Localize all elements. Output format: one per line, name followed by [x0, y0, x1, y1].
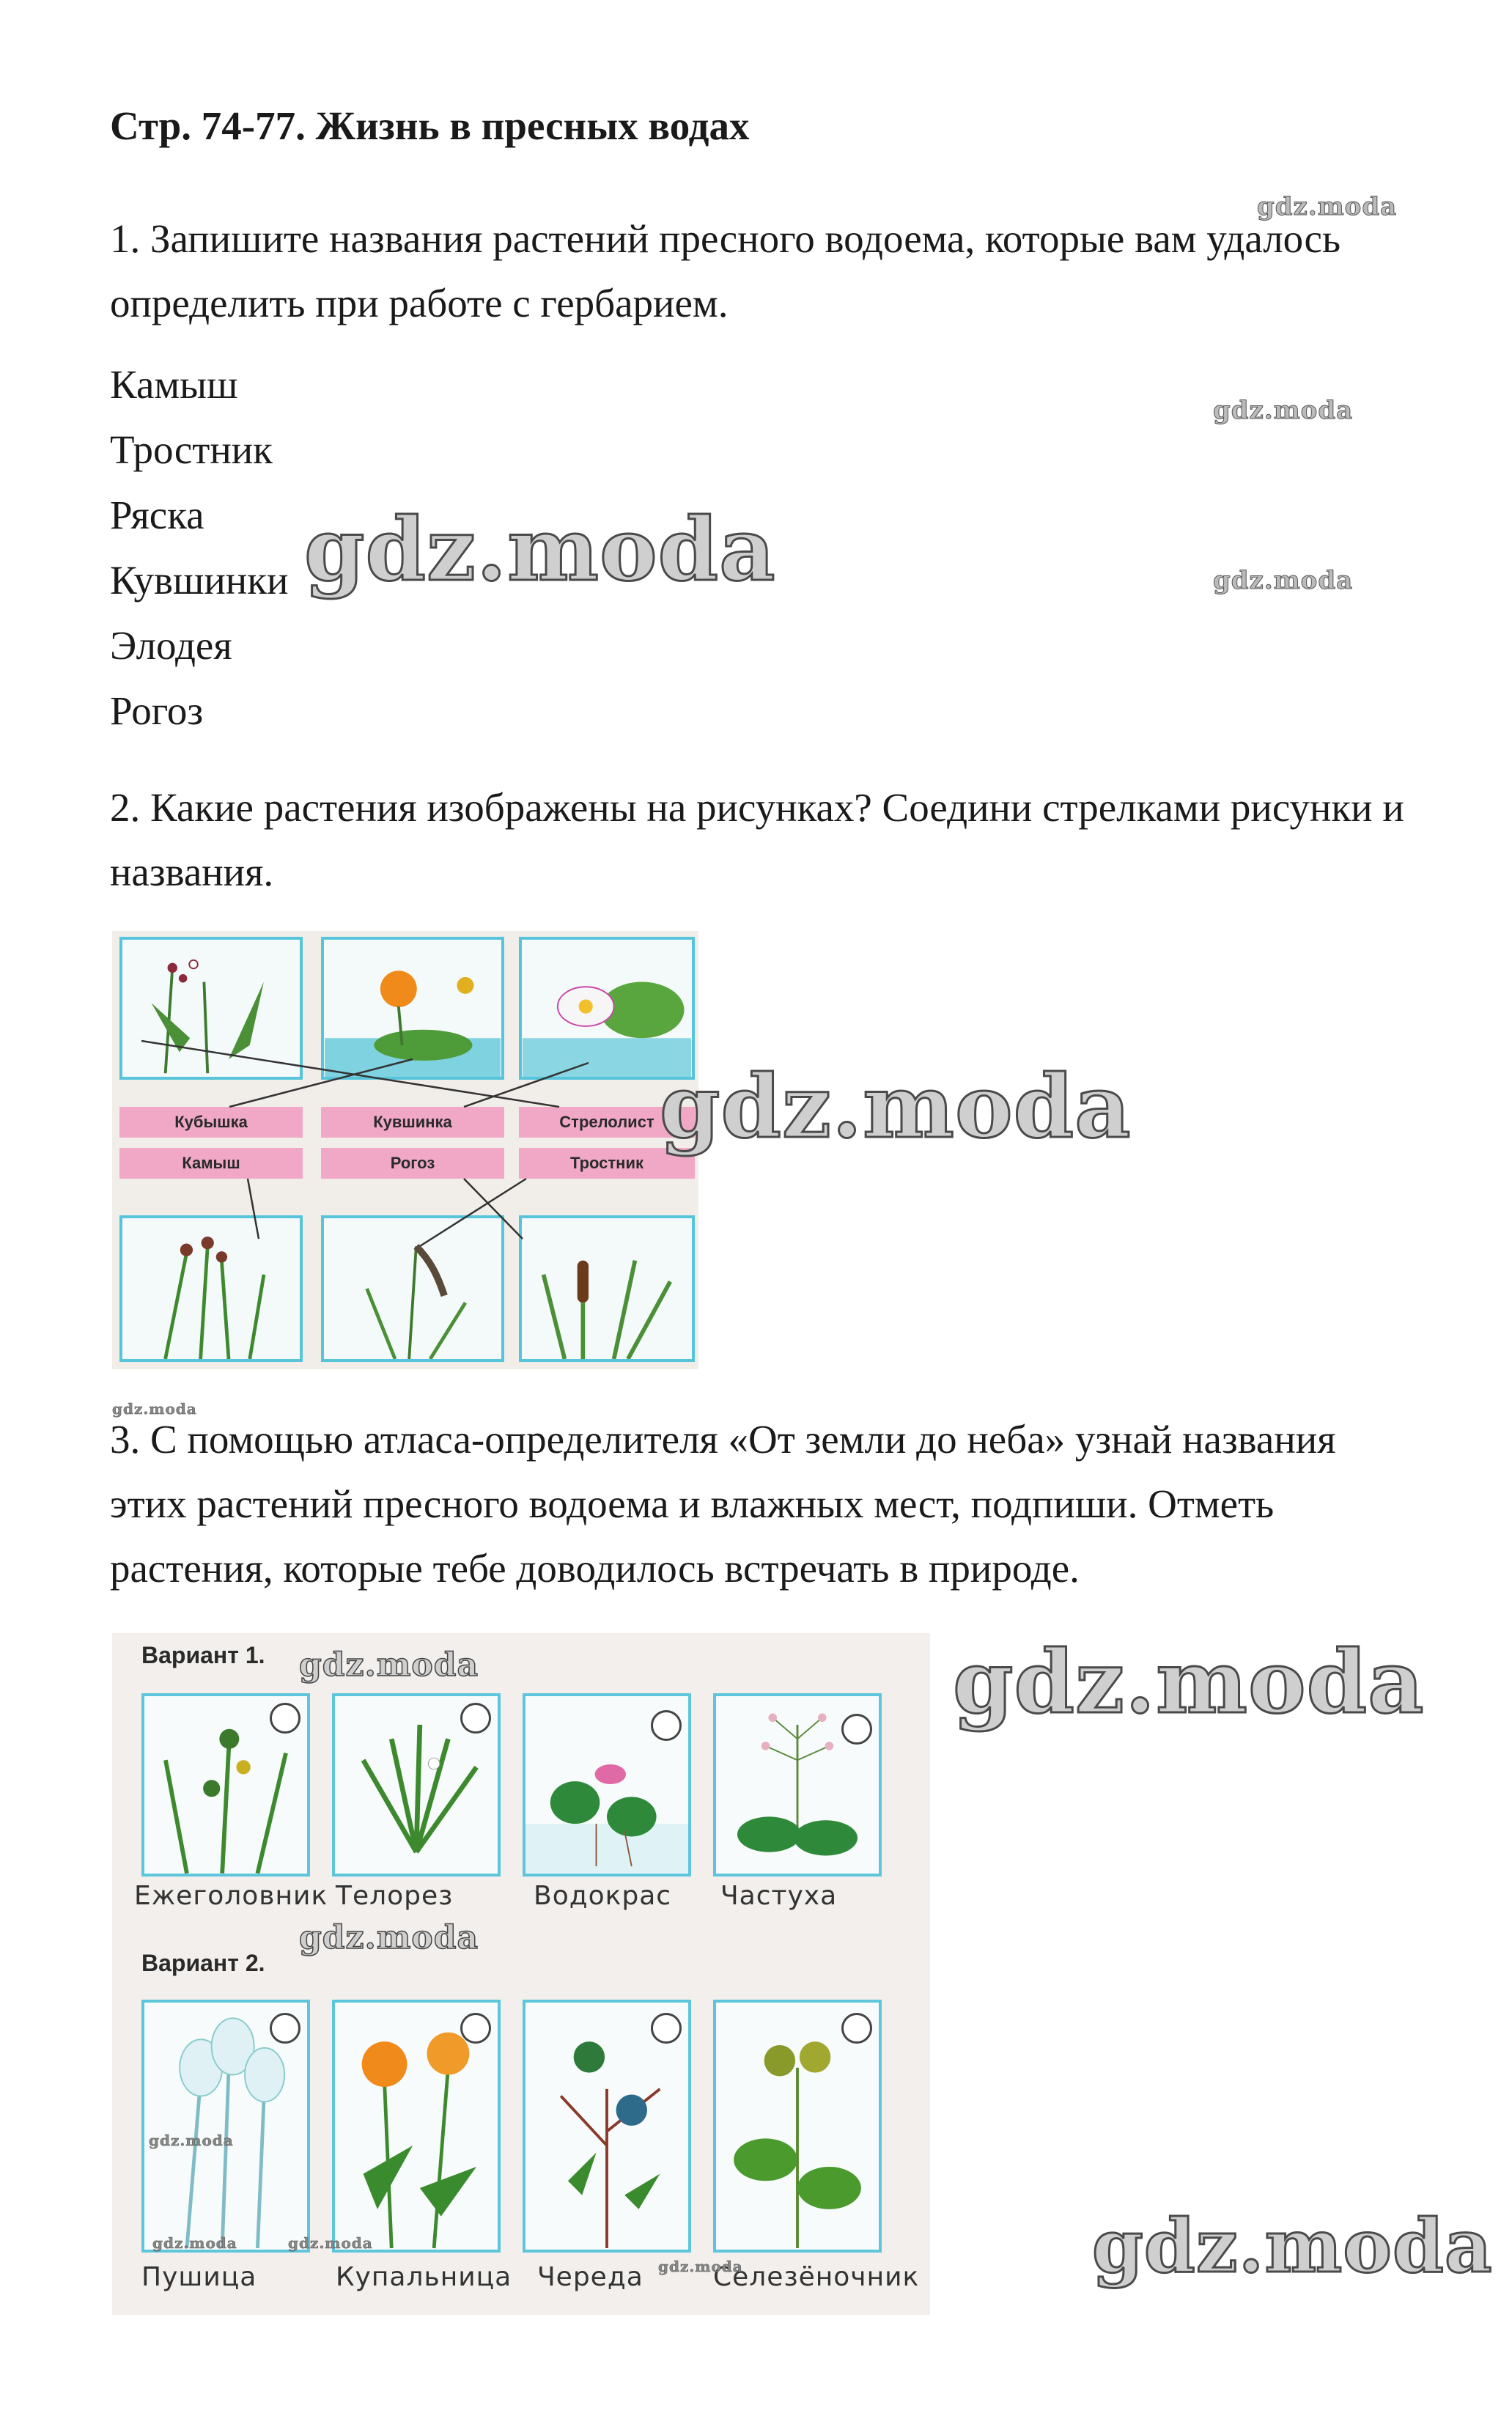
- variant2-label: Вариант 2.: [141, 1950, 265, 1976]
- identification-figure: [112, 1633, 930, 2315]
- watermark-inline: gdz.moda: [299, 1646, 479, 1684]
- plant-name: Водокрас: [534, 1881, 672, 1911]
- watermark-tiny: gdz.moda: [112, 1400, 197, 1418]
- watermark-tiny: gdz.moda: [152, 2234, 237, 2252]
- watermark-large: gdz.moda: [304, 498, 776, 600]
- label-row2-3: Тростник: [569, 1154, 644, 1172]
- task1-text: 1. Запишите названия растений пресного водоема, которые вам удалось определить при работе с гербарием.: [110, 216, 1341, 325]
- watermark-large: gdz.moda: [1092, 2203, 1493, 2289]
- task3-text: 3. С помощью атласа-определителя «От земли до неба» узнай названия этих растений пресного водоема и влажных мест, подпиши. Отметь растения, которые тебе доводилось встречать в природе.: [110, 1417, 1336, 1591]
- plant-name: Пушица: [141, 2262, 257, 2292]
- watermark-large: gdz.moda: [660, 1056, 1132, 1157]
- label-row1-2: Кувшинка: [373, 1113, 452, 1131]
- label-row1-3: Стрелолист: [559, 1113, 654, 1131]
- answer-item: Кувшинки: [110, 558, 289, 603]
- seen-checkbox[interactable]: [651, 2013, 682, 2044]
- seen-checkbox[interactable]: [460, 2013, 491, 2044]
- seen-checkbox[interactable]: [841, 1714, 872, 1745]
- watermark-tiny: gdz.moda: [658, 2258, 743, 2275]
- seen-checkbox[interactable]: [651, 1710, 682, 1741]
- plant-name: Селезёночник: [713, 2262, 920, 2292]
- plant-name: Череда: [537, 2262, 643, 2292]
- watermark-inline: gdz.moda: [299, 1919, 479, 1956]
- task1-answer-list: [110, 352, 288, 743]
- answer-item: Камыш: [110, 362, 238, 407]
- task2-text: 2. Какие растения изображены на рисунках? Соедини стрелками рисунки и названия.: [110, 785, 1404, 894]
- watermark-tiny: gdz.moda: [149, 2132, 234, 2149]
- label-row2-2: Рогоз: [390, 1154, 435, 1172]
- answer-item: Элодея: [110, 623, 232, 668]
- plant-name: Частуха: [720, 1881, 838, 1911]
- plant-name: Купальница: [336, 2262, 512, 2292]
- label-row2-1: Камыш: [182, 1154, 240, 1172]
- seen-checkbox[interactable]: [460, 1703, 491, 1734]
- answer-item: Ряска: [110, 493, 204, 537]
- answer-lines: [112, 931, 698, 1369]
- watermark: gdz.moda: [1257, 192, 1398, 221]
- plant-name: Ежеголовник: [134, 1881, 328, 1911]
- page-title: Стр. 74-77. Жизнь в пресных водах: [110, 103, 750, 148]
- seen-checkbox[interactable]: [841, 2013, 872, 2044]
- variant1-label: Вариант 1.: [141, 1642, 265, 1668]
- answer-item: Рогоз: [110, 688, 204, 733]
- matching-figure: [112, 931, 698, 1369]
- seen-checkbox[interactable]: [270, 1703, 300, 1734]
- seen-checkbox[interactable]: [270, 2013, 300, 2044]
- watermark-tiny: gdz.moda: [288, 2234, 373, 2252]
- plant-name: Телорез: [336, 1881, 454, 1911]
- watermark: gdz.moda: [1213, 396, 1354, 425]
- label-row1-1: Кубышка: [174, 1113, 248, 1131]
- watermark: gdz.moda: [1213, 566, 1354, 595]
- watermark-large: gdz.moda: [953, 1631, 1425, 1733]
- answer-item: Тростник: [110, 427, 273, 472]
